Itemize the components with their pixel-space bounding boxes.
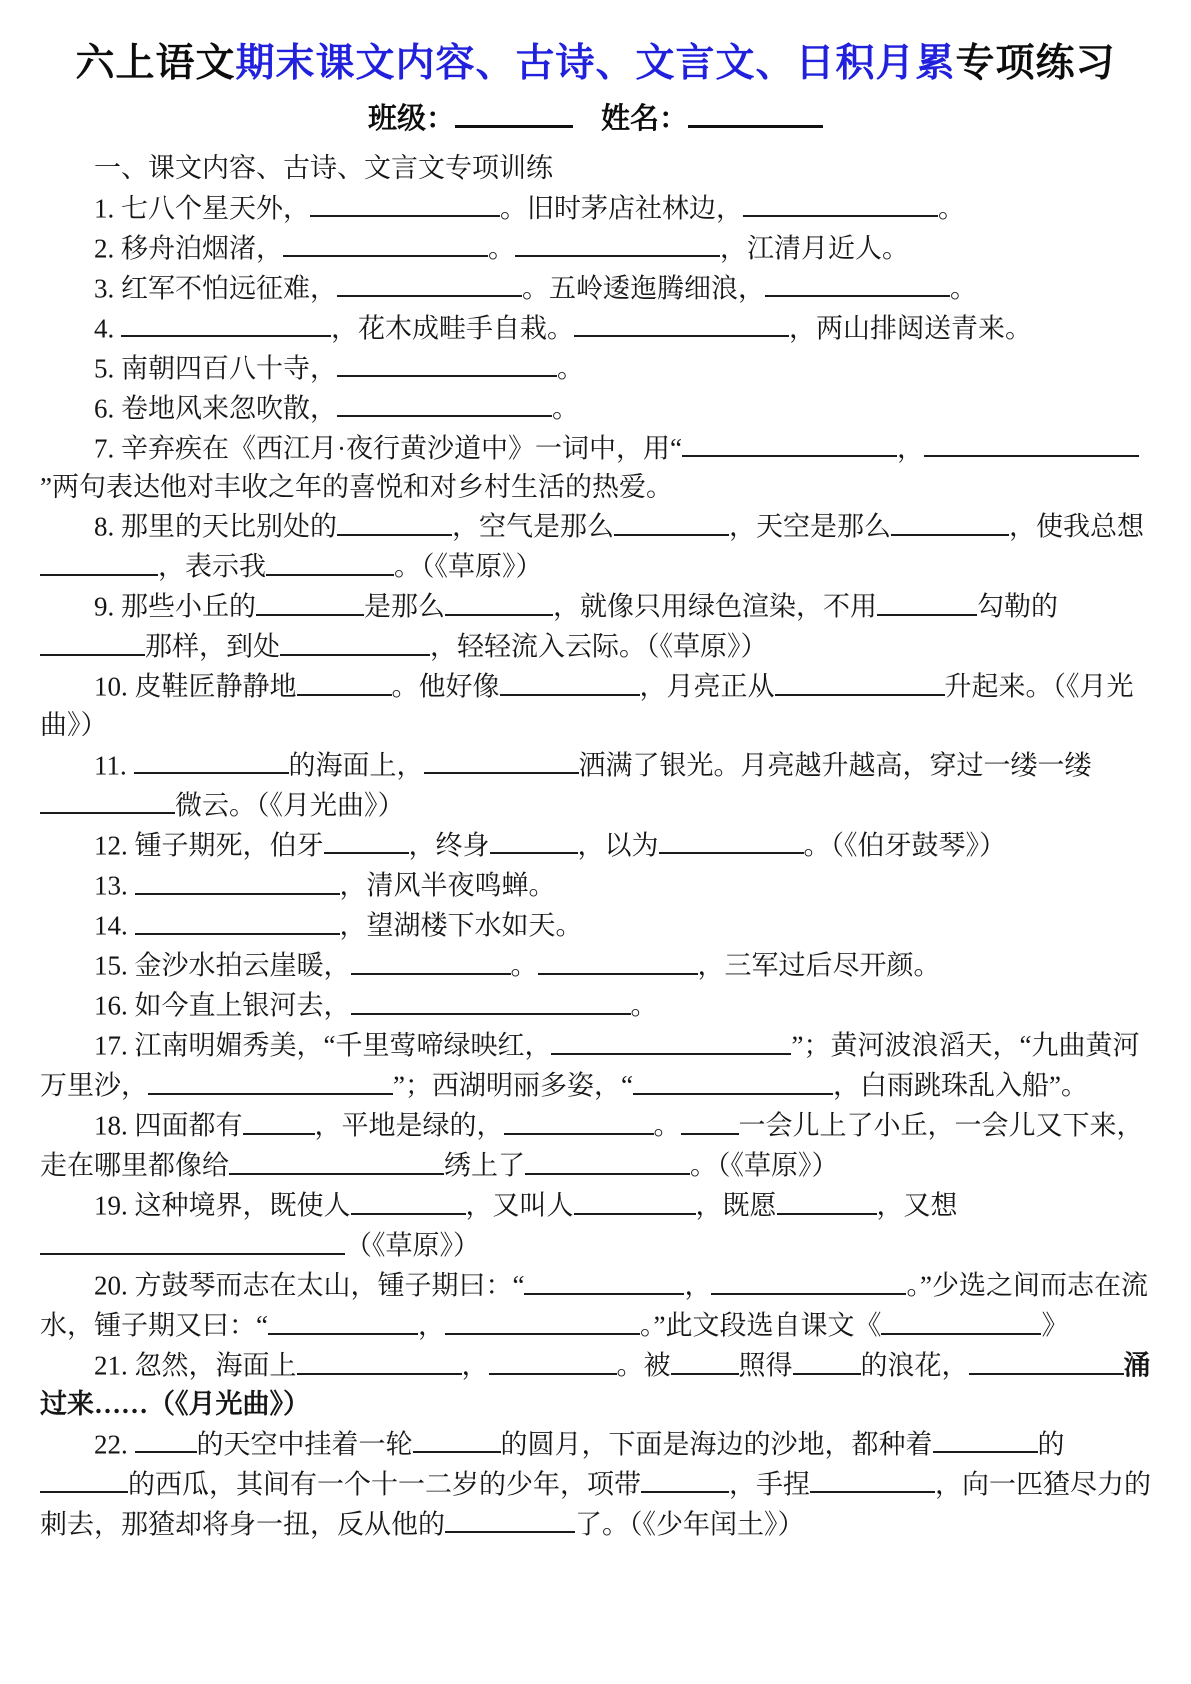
fill-in-blank-line bbox=[351, 1185, 466, 1215]
question-text: ，白雨跳珠乱入船”。 bbox=[832, 1070, 1088, 1101]
question-text: ，既愿 bbox=[695, 1190, 777, 1221]
question-text: 了。（《少年闰土》） bbox=[575, 1509, 805, 1540]
question-text: ，江清月近人。 bbox=[720, 233, 909, 264]
fill-in-blank-line bbox=[538, 945, 698, 975]
fill-in-blank-line bbox=[682, 428, 897, 458]
fill-in-blank-line bbox=[135, 865, 340, 895]
question-text: 南朝四百八十寺， bbox=[121, 353, 337, 384]
name-blank-line bbox=[688, 96, 823, 128]
question-text: 升起来。（《月光曲》） bbox=[40, 671, 1134, 741]
question-text: 。被 bbox=[616, 1350, 671, 1381]
question-number: 17. bbox=[94, 1030, 135, 1061]
fill-in-blank-line bbox=[933, 1424, 1038, 1454]
fill-in-blank-line bbox=[877, 586, 977, 616]
question-text: 红军不怕远征难， bbox=[121, 273, 337, 304]
fill-in-blank-line bbox=[135, 1424, 197, 1454]
question-text: 。 bbox=[950, 273, 977, 304]
question-11 bbox=[40, 745, 1151, 825]
question-number: 15. bbox=[94, 950, 135, 981]
question-text: 的圆月，下面是海边的沙地，都种着 bbox=[500, 1429, 933, 1460]
question-7 bbox=[40, 428, 1151, 507]
question-17 bbox=[40, 1025, 1151, 1105]
question-number: 14. bbox=[94, 910, 135, 941]
fill-in-blank-line bbox=[256, 586, 364, 616]
fill-in-blank-line bbox=[633, 1065, 833, 1095]
question-text: 绣上了 bbox=[444, 1150, 525, 1181]
fill-in-blank-line bbox=[148, 1065, 393, 1095]
fill-in-blank-line bbox=[413, 1424, 501, 1454]
question-9 bbox=[40, 586, 1151, 666]
fill-in-blank-line bbox=[268, 1305, 418, 1335]
question-text: 。”此文段选自课文《 bbox=[639, 1310, 882, 1341]
fill-in-blank-line bbox=[711, 1265, 906, 1295]
question-text: 。 bbox=[630, 990, 658, 1021]
question-text: 。 bbox=[488, 233, 515, 264]
question-text: ，两山排闼送青来。 bbox=[789, 313, 1032, 344]
question-text: ”；西湖明丽多姿，“ bbox=[393, 1070, 633, 1101]
question-text: （《草原》） bbox=[345, 1230, 480, 1261]
question-text: ，天空是那么 bbox=[729, 511, 891, 542]
fill-in-blank-line bbox=[891, 506, 1009, 536]
fill-in-blank-line bbox=[280, 626, 430, 656]
question-text: 。 bbox=[552, 393, 579, 424]
fill-in-blank-line bbox=[614, 506, 729, 536]
fill-in-blank-line bbox=[969, 1345, 1124, 1375]
question-text: 。（《草原》） bbox=[690, 1150, 839, 1181]
question-text: ，就像只用绿色渲染，不用 bbox=[553, 591, 877, 622]
question-number: 9. bbox=[94, 591, 121, 622]
question-text: ，轻轻流入云际。（《草原》） bbox=[430, 631, 768, 662]
question-number: 10. bbox=[94, 671, 135, 702]
student-info-row bbox=[40, 96, 1151, 137]
question-number: 5. bbox=[94, 353, 121, 384]
question-number: 20. bbox=[94, 1270, 135, 1301]
question-text: 江南明媚秀美，“千里莺啼绿映红， bbox=[134, 1030, 552, 1061]
fill-in-blank-line bbox=[310, 188, 500, 218]
fill-in-blank-line bbox=[525, 1145, 690, 1175]
fill-in-blank-line bbox=[351, 945, 511, 975]
fill-in-blank-line bbox=[574, 1185, 696, 1215]
question-text: ，向一匹猹尽力的刺去，那猹却将身一扭，反从他的 bbox=[40, 1469, 1151, 1540]
question-text: ，平地是绿的， bbox=[314, 1110, 504, 1141]
fill-in-blank-line bbox=[297, 666, 392, 696]
question-text: ，月亮正从 bbox=[639, 671, 775, 702]
question-text: 那样，到处 bbox=[145, 631, 280, 662]
question-text: ， bbox=[417, 1310, 445, 1341]
question-2 bbox=[40, 228, 1151, 268]
fill-in-blank-line bbox=[40, 1225, 345, 1255]
question-text: 洒满了银光。月亮越升越高，穿过一缕一缕 bbox=[578, 750, 1092, 781]
class-label: 班级： bbox=[367, 103, 455, 135]
question-number: 12. bbox=[94, 830, 135, 861]
question-text: 。”少选之间而志在流水，锺子期又曰：“ bbox=[40, 1270, 1148, 1341]
question-21 bbox=[40, 1345, 1151, 1424]
question-text: ， bbox=[896, 433, 924, 464]
question-text: 这种境界，既使人 bbox=[134, 1190, 351, 1221]
fill-in-blank-line bbox=[765, 268, 950, 298]
question-18 bbox=[40, 1105, 1151, 1185]
fill-in-blank-line bbox=[40, 785, 175, 815]
fill-in-blank-line bbox=[574, 308, 789, 338]
class-blank-line bbox=[455, 96, 573, 128]
question-text: 。（《草原》） bbox=[394, 551, 543, 582]
fill-in-blank-line bbox=[743, 188, 938, 218]
fill-in-blank-line bbox=[641, 1464, 729, 1494]
title-prefix: 六上语文 bbox=[75, 42, 236, 85]
question-text: 勾勒的 bbox=[977, 591, 1058, 622]
question-14 bbox=[40, 905, 1151, 945]
fill-in-blank-line bbox=[337, 348, 557, 378]
fill-in-blank-line bbox=[924, 428, 1139, 458]
question-text: 一会儿上了小丘，一会儿又下来，走在哪里都像给 bbox=[40, 1110, 1144, 1181]
fill-in-blank-line bbox=[810, 1464, 935, 1494]
question-number: 19. bbox=[94, 1190, 135, 1221]
question-text: ，又想 bbox=[876, 1190, 958, 1221]
question-1 bbox=[40, 188, 1151, 228]
question-text: 移舟泊烟渚， bbox=[121, 233, 283, 264]
question-number: 16. bbox=[94, 990, 135, 1021]
question-text: ，又叫人 bbox=[465, 1190, 574, 1221]
question-13 bbox=[40, 865, 1151, 905]
question-20 bbox=[40, 1265, 1151, 1345]
question-text: ，手捏 bbox=[729, 1469, 810, 1500]
fill-in-blank-line bbox=[775, 666, 945, 696]
question-text: 那里的天比别处的 bbox=[121, 511, 337, 542]
fill-in-blank-line bbox=[777, 1185, 877, 1215]
fill-in-blank-line bbox=[659, 825, 804, 855]
fill-in-blank-line bbox=[551, 1025, 791, 1055]
question-6 bbox=[40, 388, 1151, 428]
name-label: 姓名： bbox=[601, 103, 689, 135]
fill-in-blank-line bbox=[324, 825, 409, 855]
question-text: 的 bbox=[1037, 1429, 1065, 1460]
question-number: 1. bbox=[94, 193, 121, 224]
fill-in-blank-line bbox=[266, 546, 394, 576]
fill-in-blank-line bbox=[229, 1145, 444, 1175]
question-text: ”；黄河波浪滔天，“九曲黄河万里沙， bbox=[40, 1030, 1140, 1101]
question-text: 如今直上银河去， bbox=[134, 990, 351, 1021]
question-text: 方鼓琴而志在太山，锺子期曰：“ bbox=[134, 1270, 525, 1301]
title-suffix: 专项练习 bbox=[955, 42, 1116, 85]
fill-in-blank-line bbox=[283, 228, 488, 258]
fill-in-blank-line bbox=[424, 745, 579, 775]
question-text: ”两句表达他对丰收之年的喜悦和对乡村生活的热爱。 bbox=[40, 471, 673, 502]
question-number: 13. bbox=[94, 870, 135, 901]
question-10 bbox=[40, 666, 1151, 745]
question-number: 4. bbox=[94, 313, 121, 344]
question-text: 。 bbox=[653, 1110, 681, 1141]
question-text: ，以为 bbox=[577, 830, 659, 861]
fill-in-blank-line bbox=[135, 905, 340, 935]
fill-in-blank-line bbox=[134, 745, 289, 775]
fill-in-blank-line bbox=[671, 1345, 739, 1375]
question-19 bbox=[40, 1185, 1151, 1265]
question-text: 的浪花， bbox=[860, 1350, 969, 1381]
fill-in-blank-line bbox=[445, 1504, 575, 1534]
question-4 bbox=[40, 308, 1151, 348]
fill-in-blank-line bbox=[40, 546, 158, 576]
question-text: 锺子期死，伯牙 bbox=[134, 830, 324, 861]
fill-in-blank-line bbox=[793, 1345, 861, 1375]
question-text: 辛弃疾在《西江月·夜行黄沙道中》一词中，用“ bbox=[121, 433, 682, 464]
question-text: 七八个星天外， bbox=[121, 193, 310, 224]
question-text: 。 bbox=[938, 193, 965, 224]
question-number: 3. bbox=[94, 273, 121, 304]
fill-in-blank-line bbox=[489, 1345, 617, 1375]
question-text: 的西瓜，其间有一个十一二岁的少年，项带 bbox=[128, 1469, 641, 1500]
question-12 bbox=[40, 825, 1151, 865]
fill-in-blank-line bbox=[337, 268, 522, 298]
fill-in-blank-line bbox=[445, 586, 553, 616]
question-number: 2. bbox=[94, 233, 121, 264]
question-text: ，表示我 bbox=[158, 551, 266, 582]
fill-in-blank-line bbox=[681, 1105, 739, 1135]
fill-in-blank-line bbox=[504, 1105, 654, 1135]
question-text: 微云。（《月光曲》） bbox=[175, 790, 405, 821]
question-text: 。他好像 bbox=[391, 671, 500, 702]
fill-in-blank-line bbox=[500, 666, 640, 696]
fill-in-blank-line bbox=[351, 985, 631, 1015]
question-number: 11. bbox=[94, 750, 134, 781]
question-number: 22. bbox=[94, 1429, 135, 1460]
question-number: 21. bbox=[94, 1350, 135, 1381]
question-text: 。五岭逶迤腾细浪， bbox=[522, 273, 765, 304]
questions-list bbox=[40, 188, 1151, 1544]
question-text: 。旧时茅店社林边， bbox=[500, 193, 743, 224]
question-text: ，望湖楼下水如天。 bbox=[339, 910, 583, 941]
question-text: ， bbox=[461, 1350, 489, 1381]
question-text: 是那么 bbox=[364, 591, 445, 622]
question-text: 》 bbox=[1041, 1310, 1069, 1341]
question-text: 忽然，海面上 bbox=[134, 1350, 297, 1381]
question-16 bbox=[40, 985, 1151, 1025]
fill-in-blank-line bbox=[297, 1345, 462, 1375]
question-text: 照得 bbox=[738, 1350, 793, 1381]
question-text: 四面都有 bbox=[134, 1110, 243, 1141]
section-heading: 一、课文内容、古诗、文言文专项训练 bbox=[94, 153, 553, 183]
question-text: ，使我总想 bbox=[1009, 511, 1144, 542]
title-highlight: 期末课文内容、古诗、文言文、日积月累 bbox=[235, 42, 956, 85]
fill-in-blank-line bbox=[445, 1305, 640, 1335]
question-text: 皮鞋匠静静地 bbox=[134, 671, 297, 702]
question-text: ，清风半夜鸣蝉。 bbox=[339, 870, 556, 901]
question-15 bbox=[40, 945, 1151, 985]
question-number: 18. bbox=[94, 1110, 135, 1141]
fill-in-blank-line bbox=[40, 1464, 128, 1494]
question-text: 的海面上， bbox=[288, 750, 424, 781]
question-text: 。（《伯牙鼓琴》） bbox=[803, 830, 1006, 861]
question-text: ， bbox=[684, 1270, 712, 1301]
question-text: 。 bbox=[557, 353, 584, 384]
question-text: 金沙水拍云崖暖， bbox=[134, 950, 351, 981]
question-text: 卷地风来忽吹散， bbox=[121, 393, 337, 424]
question-number: 6. bbox=[94, 393, 121, 424]
fill-in-blank-line bbox=[881, 1305, 1041, 1335]
question-5 bbox=[40, 348, 1151, 388]
question-text: 。 bbox=[510, 950, 538, 981]
page-title bbox=[40, 32, 1151, 88]
fill-in-blank-line bbox=[40, 626, 145, 656]
question-text: ，三军过后尽开颜。 bbox=[697, 950, 941, 981]
question-8 bbox=[40, 506, 1151, 586]
question-text: 涌过来……（《月光曲》） bbox=[40, 1350, 1151, 1420]
question-text: ，空气是那么 bbox=[452, 511, 614, 542]
fill-in-blank-line bbox=[243, 1105, 315, 1135]
fill-in-blank-line bbox=[337, 506, 452, 536]
question-text: 那些小丘的 bbox=[121, 591, 256, 622]
question-number: 7. bbox=[94, 433, 121, 464]
question-text: ，终身 bbox=[408, 830, 490, 861]
question-22 bbox=[40, 1424, 1151, 1544]
fill-in-blank-line bbox=[515, 228, 720, 258]
fill-in-blank-line bbox=[490, 825, 578, 855]
question-text: ，花木成畦手自栽。 bbox=[331, 313, 574, 344]
fill-in-blank-line bbox=[337, 388, 552, 418]
question-text: 的天空中挂着一轮 bbox=[196, 1429, 413, 1460]
fill-in-blank-line bbox=[524, 1265, 684, 1295]
question-3 bbox=[40, 268, 1151, 308]
fill-in-blank-line bbox=[121, 308, 331, 338]
question-number: 8. bbox=[94, 511, 121, 542]
